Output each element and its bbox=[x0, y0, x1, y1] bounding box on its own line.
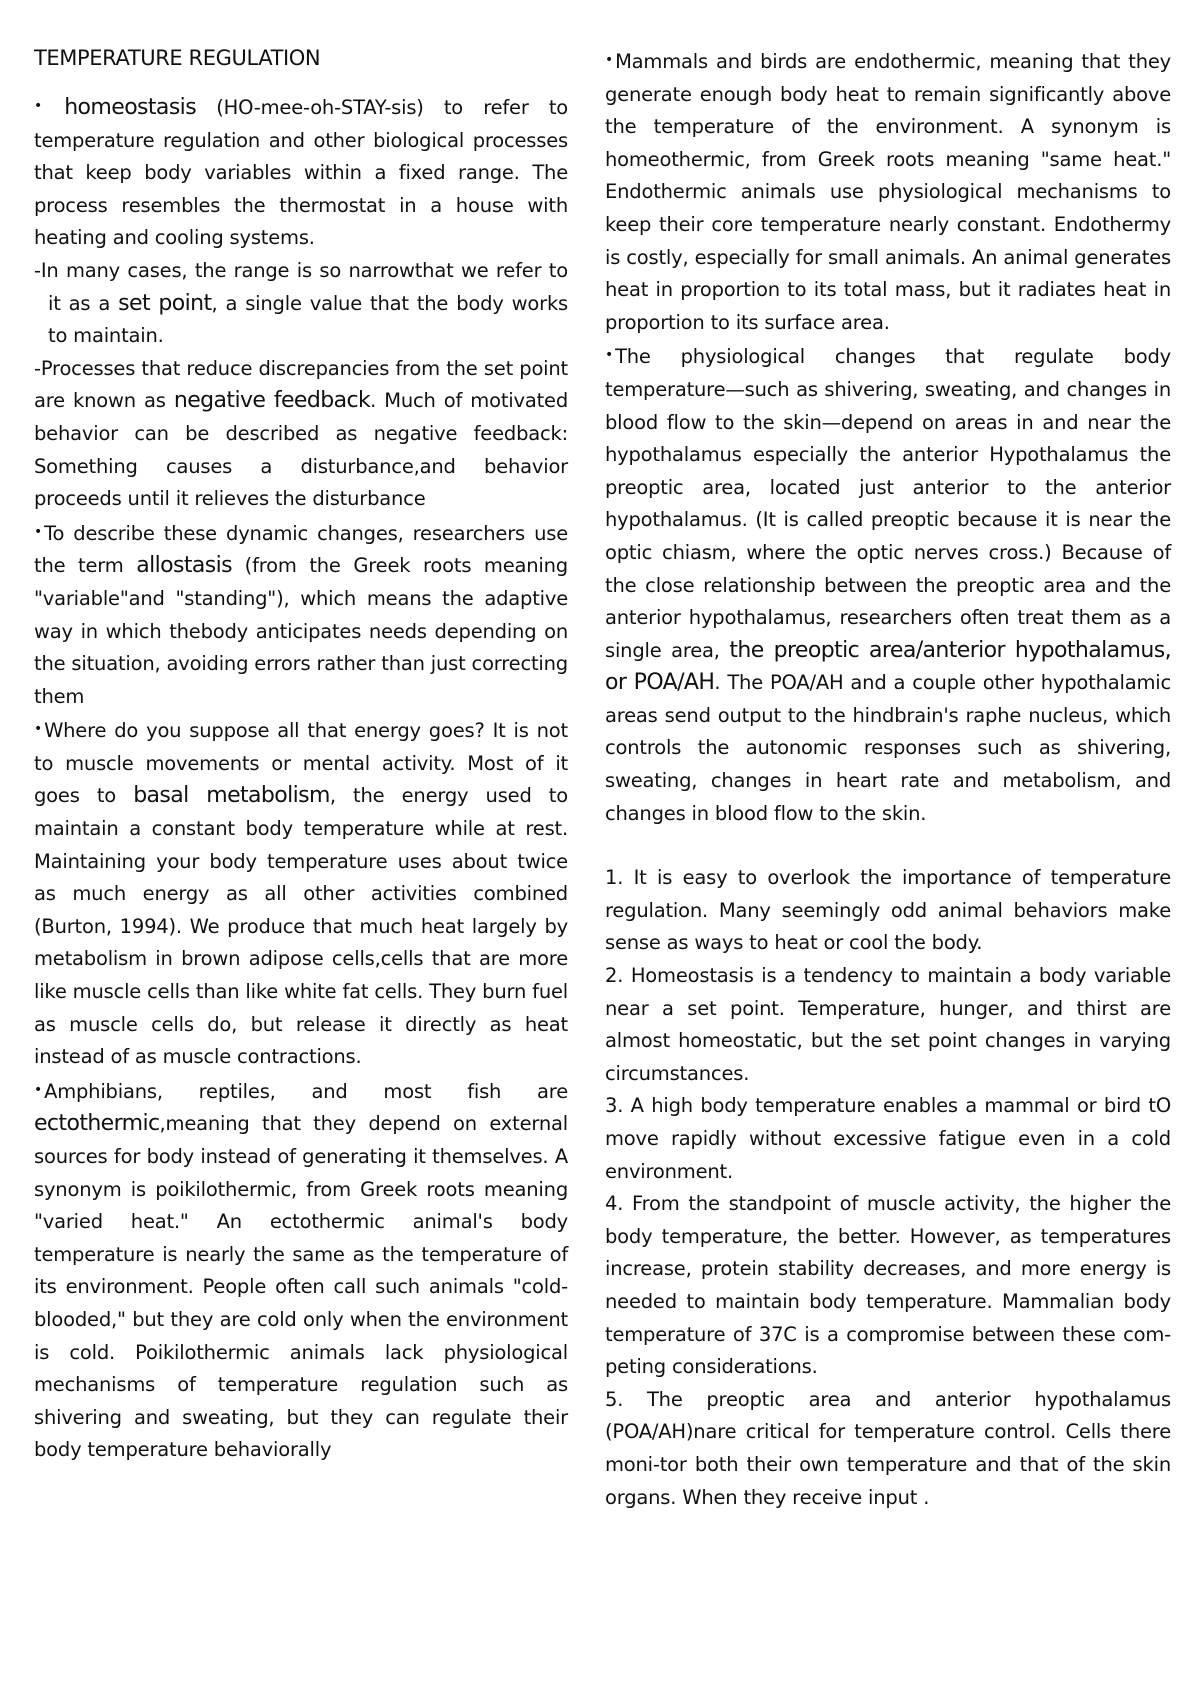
paragraph-text: To describe these dynamic changes, researchers use the term bbox=[34, 521, 568, 578]
term-homeostasis: homeostasis bbox=[64, 95, 197, 120]
summary-item-2: 2. Homeostasis is a tendency to maintain a body variable near a set point. Temperature, hunger, and thirst are almost homeostatic, but the set point changes in varying circumstances. bbox=[605, 964, 1171, 1085]
term-poa-ah: the preoptic area/anterior hypothalamus, or POA/AH bbox=[605, 637, 1171, 696]
paragraph-text: Where do you suppose all that energy goes? It is not to muscle movements or mental activity. Most of it goes to bbox=[34, 719, 568, 808]
paragraph-text: , a single value that the body works to maintain. bbox=[48, 291, 568, 348]
paragraph-set-point bbox=[34, 255, 568, 353]
term-allostasis: allostasis bbox=[136, 553, 233, 579]
paragraph-text: ,meaning that they depend on external sources for body instead of generating it themselves. A synonym is poikilothermic, from Greek roots meaning "varied heat." An ectothermic animal's body temperature is nearly the same as the temperature of its environment. People often call such animals "cold-blooded," but they are cold only when the environment is cold. Poikilothermic animals lack physiological mechanisms of temperature regulation such as shivering and sweating, but they can regulate their body temperature behaviorally bbox=[34, 1112, 568, 1462]
term-basal-metabolism: basal metabolism bbox=[133, 783, 330, 809]
paragraph-text: Amphibians, reptiles, and most fish are bbox=[44, 1079, 568, 1103]
paragraph-homeostasis bbox=[34, 90, 568, 255]
summary-item-4: 4. From the standpoint of muscle activity, the higher the body temperature, the better. However, as temperatures increase, protein stability decreases, and more energy is needed to maintain body temperature. Mammalian body temperature of 37C is a compromise between these com-peting considerations. bbox=[605, 1192, 1171, 1379]
paragraph-text: (from the Greek roots meaning "variable"and "standing"), which means the adaptive way in which thebody anticipates needs depending on the situation, avoiding errors rather than just correcting them bbox=[34, 554, 568, 708]
paragraph-poa-ah bbox=[605, 339, 1171, 830]
bullet-icon: • bbox=[34, 1081, 43, 1098]
term-ectothermic: ectothermic bbox=[34, 1111, 160, 1137]
term-negative-feedback: negative feedback bbox=[173, 388, 371, 414]
term-set-point: set point bbox=[118, 290, 212, 316]
bullet-icon: • bbox=[605, 52, 614, 68]
bullet-icon: • bbox=[34, 523, 43, 540]
summary-item-5: 5. The preoptic area and anterior hypothalamus (POA/AH)nare critical for temperature control. Cells there moni-tor both their own temperature and that of the skin organs. When they receive input . bbox=[605, 1387, 1171, 1509]
paragraph-text: -In many cases, the range is so narrowthat we refer to it as a bbox=[34, 258, 568, 315]
page-title: TEMPERATURE REGULATION bbox=[34, 46, 321, 70]
right-column bbox=[605, 44, 1171, 1514]
paragraph-text: Mammals and birds are endothermic, meaning that they generate enough body heat to remain significantly above the temperature of the environment. A synonym is homeothermic, from Greek roots meaning "same heat." Endothermic animals use physiological mechanisms to keep their core temperature nearly constant. Endothermy is costly, especially for small animals. An animal generates heat in proportion to its total mass, but it radiates heat in proportion to its surface area. bbox=[605, 50, 1171, 334]
summary-item-1: 1. It is easy to overlook the importance of temperature regulation. Many seemingly odd animal behaviors make sense as ways to heat or cool the body. bbox=[605, 866, 1171, 955]
left-column bbox=[34, 44, 568, 1467]
paragraph-allostasis bbox=[34, 516, 568, 714]
bullet-icon: • bbox=[34, 98, 43, 114]
paragraph-text: -Processes that reduce discrepancies from the set point are known as bbox=[34, 356, 568, 413]
paragraph-ectothermic bbox=[34, 1074, 568, 1467]
section-spacer bbox=[605, 830, 1171, 862]
summary-item-3: 3. A high body temperature enables a mammal or bird tO move rapidly without excessive fatigue even in a cold environment. bbox=[605, 1094, 1171, 1183]
paragraph-text: . Much of motivated behavior can be described as negative feedback: Something causes a disturbance,and behavior proceeds until it relieves the disturbance bbox=[34, 389, 569, 511]
paragraph-text: . The POA/AH and a couple other hypothalamic areas send output to the hindbrain's raphe nucleus, which controls the autonomic responses such as shivering, sweating, changes in heart rate and metabolism, and changes in blood flow to the skin. bbox=[605, 671, 1171, 825]
paragraph-endothermic bbox=[605, 44, 1171, 339]
paragraph-basal-metabolism bbox=[34, 713, 568, 1074]
bullet-icon: • bbox=[34, 721, 43, 738]
bullet-icon: • bbox=[605, 347, 614, 364]
paragraph-text: (HO-mee-oh-STAY-sis) to refer to temperature regulation and other biological processes that keep body variables within a fixed range. The process resembles the thermostat in a house with heating and cooling systems. bbox=[34, 96, 568, 250]
paragraph-negative-feedback bbox=[34, 353, 568, 516]
paragraph-text: , the energy used to maintain a constant body temperature while at rest. Maintaining your body temperature uses about twice as much energy as all other activities combined (Burton, 1994). We produce that much heat largely by metabolism in brown adipose cells,cells that are more like muscle cells than like white fat cells. They burn fuel as muscle cells do, but release it directly as heat instead of as muscle contractions. bbox=[34, 784, 568, 1069]
paragraph-text: The physiological changes that regulate body temperature—such as shivering, sweating, and changes in blood flow to the skin—depend on areas in and near the hypothalamus especially the anterior Hypothalamus the preoptic area, located just anterior to the anterior hypothalamus. (It is called preoptic because it is near the optic chiasm, where the optic nerves cross.) Because of the close relationship between the preoptic area and the anterior hypothalamus, researchers often treat them as a single area, bbox=[605, 345, 1171, 662]
